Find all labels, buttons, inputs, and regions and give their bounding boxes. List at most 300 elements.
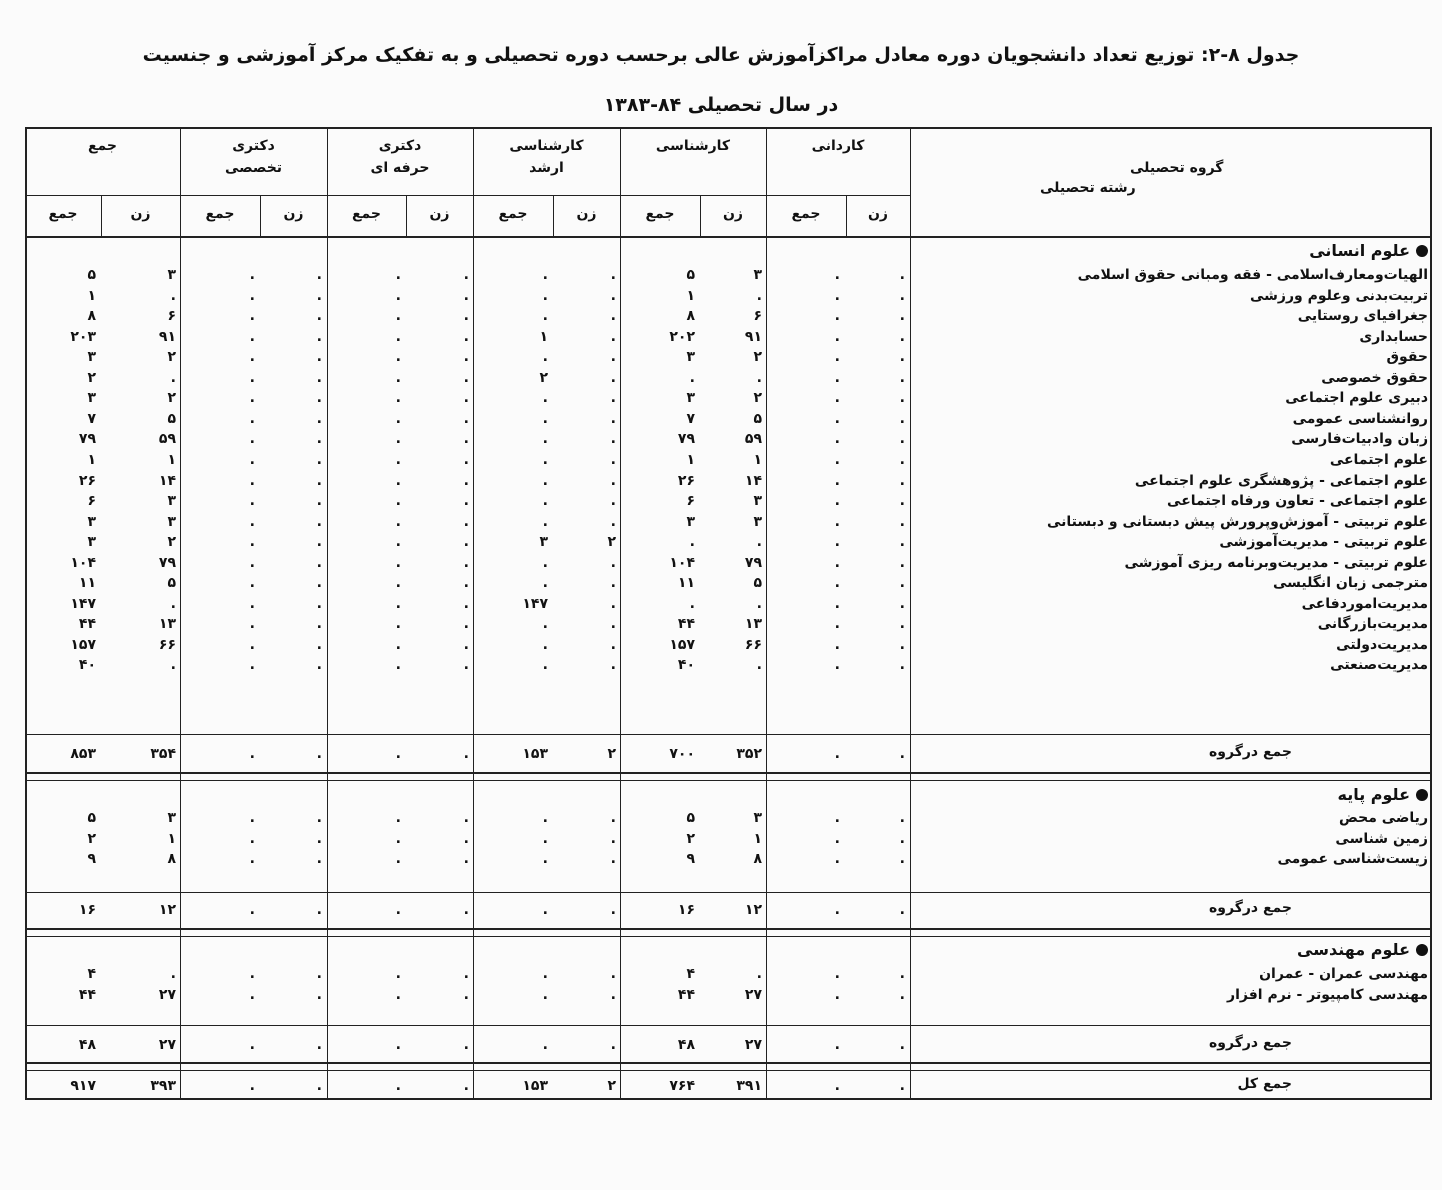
- table-row-cell: .: [170, 287, 176, 304]
- group-sum-cell: ۴۸: [677, 1037, 695, 1053]
- table-row-cell: ۱۳: [158, 616, 176, 633]
- row-label: زمین شناسی: [1335, 830, 1428, 847]
- table-row-cell: .: [316, 349, 322, 366]
- table-row-cell: ۲۰۳: [70, 328, 96, 345]
- table-row-cell: ۱۱: [677, 575, 695, 592]
- row-label: علوم اجتماعی - تعاون ورفاه اجتماعی: [1167, 493, 1428, 510]
- table-row-cell: ۱۵۷: [669, 636, 695, 653]
- row-label: ریاضی محض: [1339, 810, 1428, 826]
- bullet-icon: [1416, 944, 1428, 956]
- row-label: مدیریت‌صنعتی: [1330, 657, 1428, 674]
- table-row-cell: .: [542, 308, 548, 325]
- table-row-cell: ۶: [753, 308, 762, 325]
- row-label: علوم اجتماعی - پژوهشگری علوم اجتماعی: [1134, 472, 1428, 489]
- table-row-cell: .: [395, 451, 401, 468]
- table-row-cell: .: [249, 636, 255, 653]
- table-row-cell: .: [170, 595, 176, 612]
- row-label: تربیت‌بدنی وعلوم ورزشی: [1249, 287, 1428, 304]
- table-row-cell: ۱: [686, 451, 695, 468]
- table-row-cell: ۷: [686, 410, 695, 427]
- group-sum-cell: .: [249, 1037, 255, 1053]
- table-row-cell: ۱: [753, 830, 762, 847]
- grand-total-cell: .: [395, 1078, 401, 1094]
- table-row-cell: ۳: [753, 513, 762, 530]
- table-row-cell: ۱۰۴: [669, 554, 695, 571]
- table-row-cell: .: [542, 431, 548, 448]
- group-sum-cell: ۱۶: [677, 902, 695, 918]
- table-row-cell: .: [610, 451, 616, 468]
- group-sum-cell: ۱۲: [158, 902, 176, 918]
- table-row-cell: .: [834, 513, 840, 530]
- table-row-cell: .: [610, 636, 616, 653]
- table-row-cell: .: [463, 390, 469, 407]
- table-row-cell: ۳: [167, 493, 176, 510]
- group-sum-cell: .: [463, 1037, 469, 1053]
- table-row-cell: ۲: [87, 830, 96, 847]
- table-row-cell: ۱۱: [78, 575, 96, 592]
- group-basic-sciences: علوم پایه: [1337, 785, 1428, 804]
- table-row-cell: .: [395, 554, 401, 571]
- table-row-cell: .: [834, 328, 840, 345]
- table-row-cell: .: [610, 966, 616, 982]
- header-bachelor: کارشناسی: [655, 138, 731, 154]
- group-engineering: علوم مهندسی: [1297, 940, 1428, 959]
- group-sum-cell: .: [834, 1037, 840, 1053]
- table-row-cell: .: [542, 410, 548, 427]
- table-row-cell: .: [899, 830, 905, 847]
- table-row-cell: ۴: [686, 966, 695, 982]
- table-row-cell: ۶۶: [158, 636, 176, 653]
- group-sum-cell: .: [249, 902, 255, 918]
- table-row-cell: .: [249, 966, 255, 982]
- table-row-cell: .: [395, 287, 401, 304]
- group-sum-cell: ۱۶: [78, 902, 96, 918]
- group-sum-cell: .: [463, 746, 469, 762]
- table-row-cell: .: [834, 451, 840, 468]
- grand-total-cell: ۲: [607, 1078, 616, 1094]
- table-row-cell: ۳: [167, 513, 176, 530]
- table-row-cell: .: [249, 472, 255, 489]
- row-label: مهندسی عمران - عمران: [1259, 966, 1428, 982]
- table-row-cell: .: [834, 616, 840, 633]
- table-row-cell: .: [249, 431, 255, 448]
- table-row-cell: .: [463, 410, 469, 427]
- table-row-cell: .: [899, 575, 905, 592]
- table-row-cell: ۳: [539, 534, 548, 551]
- group-sum-cell: ۷۰۰: [669, 746, 695, 762]
- header-sum: جمع: [351, 206, 382, 222]
- table-row-cell: ۲۷: [158, 986, 176, 1003]
- table-row-cell: ۵: [167, 575, 176, 592]
- table-row-cell: .: [249, 851, 255, 868]
- table-row-cell: ۱: [539, 328, 548, 345]
- table-row-cell: ۲۷: [744, 986, 762, 1003]
- table-row-cell: .: [610, 328, 616, 345]
- header-phd-line1: دکتری: [232, 138, 275, 154]
- table-row-cell: .: [463, 575, 469, 592]
- row-label: مدیریت‌اموردفاعی: [1301, 595, 1428, 612]
- header-women: زن: [429, 206, 450, 222]
- group-sum-cell: ۲: [607, 746, 616, 762]
- group-sum-cell: ۳۵۲: [736, 746, 762, 762]
- table-row-cell: ۳: [87, 534, 96, 551]
- table-row-cell: .: [899, 431, 905, 448]
- table-row-cell: .: [899, 554, 905, 571]
- table-row-cell: .: [316, 513, 322, 530]
- table-row-cell: ۵۹: [158, 431, 176, 448]
- table-row-cell: .: [316, 287, 322, 304]
- table-row-cell: .: [463, 267, 469, 283]
- table-row-cell: .: [610, 575, 616, 592]
- table-row-cell: .: [316, 636, 322, 653]
- table-row-cell: .: [899, 810, 905, 826]
- group-humanities: علوم انسانی: [1309, 241, 1428, 260]
- header-field-label: رشته تحصیلی: [1040, 180, 1136, 196]
- table-row-cell: .: [249, 410, 255, 427]
- table-row-cell: .: [463, 657, 469, 674]
- table-row-cell: .: [610, 287, 616, 304]
- bullet-icon: [1416, 245, 1428, 257]
- table-row-cell: .: [834, 287, 840, 304]
- table-row-cell: .: [542, 986, 548, 1003]
- table-row-cell: ۴۰: [677, 657, 695, 674]
- table-row-cell: .: [395, 636, 401, 653]
- header-sum: جمع: [48, 206, 78, 222]
- table-row-cell: .: [542, 349, 548, 366]
- table-row-cell: .: [249, 595, 255, 612]
- header-sum: جمع: [205, 206, 235, 222]
- table-row-cell: .: [463, 287, 469, 304]
- header-sum: جمع: [498, 206, 528, 222]
- table-row-cell: .: [395, 986, 401, 1003]
- group-sum-cell: .: [834, 902, 840, 918]
- table-row-cell: .: [249, 830, 255, 847]
- table-row-cell: ۶: [686, 493, 695, 510]
- table-row-cell: .: [610, 308, 616, 325]
- table-row-cell: .: [834, 349, 840, 366]
- table-row-cell: .: [542, 851, 548, 868]
- table-row-cell: .: [463, 830, 469, 847]
- table-row-cell: .: [316, 595, 322, 612]
- table-row-cell: .: [316, 451, 322, 468]
- table-row-cell: .: [316, 534, 322, 551]
- table-title: جدول ۸-۲: توزیع تعداد دانشجویان دوره معادل مراکزآموزش عالی برحسب دوره تحصیلی و به تفکیک مرکز آموزشی و جنسیت: [142, 44, 1300, 66]
- table-row-cell: .: [249, 328, 255, 345]
- table-row-cell: .: [395, 616, 401, 633]
- table-row-cell: .: [316, 308, 322, 325]
- table-row-cell: .: [316, 493, 322, 510]
- group-sum-cell: .: [899, 746, 905, 762]
- table-row-cell: .: [899, 966, 905, 982]
- header-women: زن: [283, 206, 304, 222]
- group-sum-cell: ۴۸: [78, 1037, 96, 1053]
- table-row-cell: .: [899, 369, 905, 386]
- table-row-cell: ۱: [167, 451, 176, 468]
- table-row-cell: .: [249, 810, 255, 826]
- table-row-cell: .: [395, 308, 401, 325]
- group-sum-cell: .: [249, 746, 255, 762]
- table-row-cell: .: [834, 636, 840, 653]
- header-phd-line2: تخصصی: [224, 160, 283, 176]
- table-row-cell: .: [316, 575, 322, 592]
- table-row-cell: .: [689, 534, 695, 551]
- table-row-cell: ۳: [753, 267, 762, 283]
- table-row-cell: .: [463, 966, 469, 982]
- group-sum-label: جمع درگروه: [1209, 900, 1292, 916]
- table-row-cell: .: [834, 986, 840, 1003]
- row-label: حسابداری: [1359, 328, 1428, 345]
- table-row-cell: ۲۰۲: [669, 328, 695, 345]
- table-row-cell: .: [463, 451, 469, 468]
- table-row-cell: .: [834, 575, 840, 592]
- table-row-cell: .: [316, 657, 322, 674]
- table-row-cell: .: [610, 657, 616, 674]
- group-sum-cell: .: [542, 902, 548, 918]
- table-row-cell: .: [899, 349, 905, 366]
- row-label: علوم تربیتی - آموزش‌وپرورش پیش دبستانی و دبستانی: [1046, 513, 1428, 530]
- table-row-cell: .: [899, 513, 905, 530]
- header-women: زن: [867, 206, 888, 222]
- group-sum-cell: .: [316, 902, 322, 918]
- table-row-cell: ۲: [167, 390, 176, 407]
- table-row-cell: .: [395, 328, 401, 345]
- header-prof-doctorate-line2: حرفه ای: [370, 160, 430, 176]
- table-row-cell: ۵: [686, 267, 695, 283]
- table-row-cell: .: [249, 554, 255, 571]
- table-row-cell: ۴: [87, 966, 96, 982]
- table-row-cell: .: [463, 986, 469, 1003]
- table-row-cell: .: [542, 810, 548, 826]
- table-row-cell: ۱: [167, 830, 176, 847]
- table-row-cell: ۸: [753, 851, 762, 868]
- table-row-cell: .: [316, 431, 322, 448]
- grand-total-cell: ۷۶۴: [669, 1078, 695, 1094]
- table-row-cell: ۸: [686, 308, 695, 325]
- table-row-cell: .: [610, 267, 616, 283]
- row-label: علوم تربیتی - مدیریت‌وبرنامه ریزی آموزشی: [1124, 554, 1428, 571]
- table-row-cell: .: [899, 534, 905, 551]
- table-row-cell: ۵: [87, 810, 96, 826]
- header-associate: کاردانی: [811, 138, 865, 154]
- table-row-cell: .: [899, 472, 905, 489]
- table-row-cell: .: [542, 966, 548, 982]
- table-row-cell: .: [395, 493, 401, 510]
- table-row-cell: .: [249, 349, 255, 366]
- table-row-cell: .: [834, 810, 840, 826]
- table-row-cell: ۲: [87, 369, 96, 386]
- table-row-cell: ۴۴: [677, 616, 695, 633]
- row-label: زیست‌شناسی عمومی: [1277, 851, 1428, 868]
- group-sum-cell: .: [395, 1037, 401, 1053]
- table-row-cell: .: [249, 575, 255, 592]
- group-sum-cell: ۲۷: [744, 1037, 762, 1053]
- table-row-cell: .: [395, 830, 401, 847]
- table-row-cell: .: [834, 369, 840, 386]
- table-row-cell: .: [899, 657, 905, 674]
- group-sum-cell: ۱۲: [744, 902, 762, 918]
- table-row-cell: .: [834, 267, 840, 283]
- table-row-cell: .: [316, 390, 322, 407]
- table-row-cell: .: [395, 369, 401, 386]
- table-row-cell: .: [316, 369, 322, 386]
- table-row-cell: ۱۴: [744, 472, 762, 489]
- table-row-cell: ۳: [87, 349, 96, 366]
- table-row-cell: .: [834, 410, 840, 427]
- table-subtitle: در سال تحصیلی ۸۴-۱۳۸۳: [603, 94, 839, 116]
- table-row-cell: .: [463, 636, 469, 653]
- grand-total-cell: ۹۱۷: [70, 1078, 96, 1094]
- row-label: علوم اجتماعی: [1329, 451, 1428, 468]
- table-row-cell: .: [249, 616, 255, 633]
- table-row-cell: .: [463, 431, 469, 448]
- table-row-cell: .: [899, 390, 905, 407]
- table-row-cell: .: [249, 534, 255, 551]
- table-row-cell: ۴۴: [78, 986, 96, 1003]
- group-sum-cell: .: [610, 1037, 616, 1053]
- table-row-cell: .: [834, 472, 840, 489]
- table-row-cell: ۳: [686, 513, 695, 530]
- table-row-cell: .: [316, 966, 322, 982]
- table-row-cell: .: [610, 390, 616, 407]
- table-row-cell: .: [899, 616, 905, 633]
- table-row-cell: ۳: [167, 267, 176, 283]
- table-row-cell: .: [249, 451, 255, 468]
- table-row-cell: .: [316, 472, 322, 489]
- grand-total-cell: .: [463, 1078, 469, 1094]
- table-row-cell: ۳: [167, 810, 176, 826]
- table-row-cell: .: [542, 390, 548, 407]
- table-row-cell: .: [610, 986, 616, 1003]
- grand-total-label: جمع کل: [1237, 1076, 1292, 1092]
- table-row-cell: .: [249, 513, 255, 530]
- table-row-cell: ۱۰۴: [70, 554, 96, 571]
- row-label: الهیات‌ومعارف‌اسلامی - فقه ومبانی حقوق اسلامی: [1077, 267, 1428, 283]
- grand-total-cell: .: [249, 1078, 255, 1094]
- header-master-line1: کارشناسی: [509, 138, 584, 154]
- table-row-cell: ۹: [87, 851, 96, 868]
- table-row-cell: ۷۹: [744, 554, 762, 571]
- table-row-cell: .: [689, 595, 695, 612]
- table-row-cell: .: [756, 369, 762, 386]
- table-row-cell: .: [610, 616, 616, 633]
- table-row-cell: ۴۰: [78, 657, 96, 674]
- table-row-cell: ۹: [686, 851, 695, 868]
- table-row-cell: ۲: [753, 349, 762, 366]
- row-label: روانشناسی عمومی: [1292, 410, 1428, 427]
- table-row-cell: .: [463, 493, 469, 510]
- table-row-cell: .: [610, 410, 616, 427]
- table-row-cell: .: [899, 851, 905, 868]
- table-row-cell: .: [463, 554, 469, 571]
- table-row-cell: .: [395, 851, 401, 868]
- table-row-cell: .: [463, 513, 469, 530]
- table-row-cell: ۸: [167, 851, 176, 868]
- table-row-cell: .: [249, 267, 255, 283]
- row-label: مترجمی زبان انگلیسی: [1272, 575, 1428, 592]
- row-label: جغرافیای روستایی: [1297, 308, 1428, 325]
- header-sum: جمع: [645, 206, 675, 222]
- grand-total-cell: .: [316, 1078, 322, 1094]
- table-row-cell: .: [395, 410, 401, 427]
- table-row-cell: .: [542, 451, 548, 468]
- table-row-cell: ۵: [753, 410, 762, 427]
- table-row-cell: .: [463, 369, 469, 386]
- table-row-cell: .: [395, 534, 401, 551]
- table-row-cell: .: [899, 986, 905, 1003]
- table-row-cell: .: [316, 616, 322, 633]
- table-row-cell: .: [542, 830, 548, 847]
- table-row-cell: ۹۱: [158, 328, 176, 345]
- header-master-line2: ارشد: [529, 160, 564, 176]
- table-row-cell: ۵: [87, 267, 96, 283]
- table-row-cell: .: [463, 308, 469, 325]
- table-row-cell: .: [170, 657, 176, 674]
- table-row-cell: ۴۴: [78, 616, 96, 633]
- table-row-cell: .: [610, 472, 616, 489]
- grand-total-cell: .: [834, 1078, 840, 1094]
- table-row-cell: .: [834, 851, 840, 868]
- table-row-cell: ۳: [686, 390, 695, 407]
- table-row-cell: .: [610, 810, 616, 826]
- grand-total-cell: ۳۹۳: [150, 1078, 176, 1094]
- table-row-cell: .: [316, 986, 322, 1003]
- table-row-cell: .: [170, 966, 176, 982]
- table-row-cell: ۴۴: [677, 986, 695, 1003]
- table-row-cell: .: [395, 810, 401, 826]
- table-row-cell: .: [610, 554, 616, 571]
- table-row-cell: .: [689, 369, 695, 386]
- table-row-cell: ۶: [167, 308, 176, 325]
- table-row-cell: ۲۶: [78, 472, 96, 489]
- table-row-cell: .: [395, 472, 401, 489]
- header-women: زن: [130, 206, 151, 222]
- grand-total-cell: ۱۵۳: [522, 1078, 548, 1094]
- group-sum-cell: ۳۵۴: [150, 746, 176, 762]
- table-row-cell: .: [834, 657, 840, 674]
- table-row-cell: .: [756, 534, 762, 551]
- row-label: مدیریت‌بازرگانی: [1317, 616, 1428, 633]
- table-row-cell: .: [463, 595, 469, 612]
- table-row-cell: .: [899, 636, 905, 653]
- table-row-cell: .: [610, 349, 616, 366]
- group-sum-label: جمع درگروه: [1209, 744, 1292, 760]
- row-label: مدیریت‌دولتی: [1336, 636, 1428, 653]
- table-row-cell: .: [542, 616, 548, 633]
- table-row-cell: .: [463, 810, 469, 826]
- table-row-cell: .: [899, 267, 905, 283]
- table-row-cell: .: [170, 369, 176, 386]
- group-sum-cell: .: [542, 1037, 548, 1053]
- table-row-cell: ۲: [753, 390, 762, 407]
- table-row-cell: .: [249, 308, 255, 325]
- group-sum-cell: .: [463, 902, 469, 918]
- table-row-cell: ۳: [87, 513, 96, 530]
- table-row-cell: ۶: [87, 493, 96, 510]
- header-prof-doctorate-line1: دکتری: [378, 138, 422, 154]
- table-row-cell: ۹۱: [744, 328, 762, 345]
- table-row-cell: .: [834, 966, 840, 982]
- row-label: حقوق: [1386, 349, 1428, 366]
- table-row-cell: ۲۶: [677, 472, 695, 489]
- table-row-cell: .: [249, 986, 255, 1003]
- table-row-cell: .: [316, 328, 322, 345]
- table-row-cell: ۱۴۷: [70, 595, 96, 612]
- table-row-cell: .: [899, 595, 905, 612]
- table-row-cell: ۲: [539, 369, 548, 386]
- table-row-cell: .: [463, 534, 469, 551]
- table-row-cell: ۵۹: [744, 431, 762, 448]
- header-total: جمع: [87, 138, 118, 154]
